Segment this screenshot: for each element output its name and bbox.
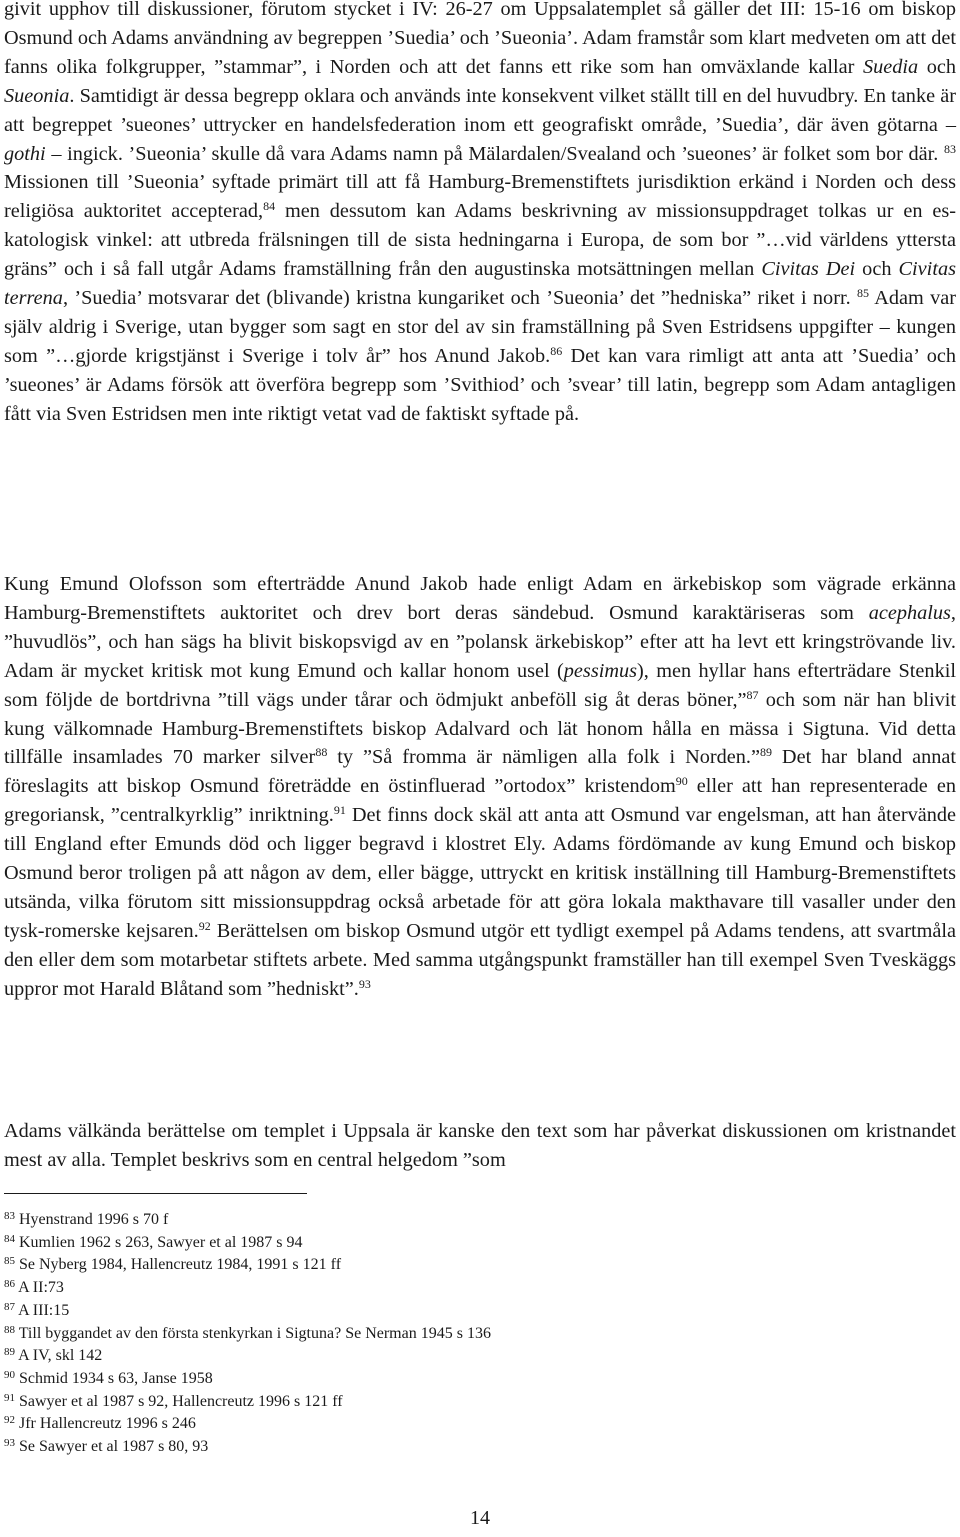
text-run: , ’Suedia’ motsvarar det (blivande) kristna kungariket och ’Sueonia’ det ”hedniska” riket i norr. xyxy=(62,287,857,310)
footnote-84 xyxy=(4,1232,956,1255)
text-run: . Samtidigt är dessa begrepp oklara och används inte konsekvent vilket ställt till en del huvudbry. En tanke är att begreppet ’sueones’ uttrycker en handelsfederation inom ett geografiskt område, ’Suedia’, där även götarna – xyxy=(4,84,956,136)
text-run: – ingick. ’Sueonia’ skulle då vara Adams namn på Mälardalen/Svealand och ’sueones’ är folket som bor där. xyxy=(45,142,944,165)
text-run: , ”huvudlös”, och han sägs ha blivit biskopsvigd av en ”polansk ärkebiskop” efter att ha levt ett kringströvande liv. Adam är mycket kritisk mot kung Emund och kallar honom usel ( xyxy=(4,601,956,682)
footnote-reference: 83 xyxy=(944,141,956,156)
footnote-90 xyxy=(4,1368,956,1391)
footnote-separator xyxy=(4,1193,307,1194)
footnote-text: Schmid 1934 s 63, Janse 1958 xyxy=(19,1369,213,1387)
italic-text: Civitas Dei xyxy=(761,258,856,281)
footnote-93 xyxy=(4,1436,956,1459)
footnote-92 xyxy=(4,1413,956,1436)
footnote-86 xyxy=(4,1277,956,1300)
footnote-89 xyxy=(4,1345,956,1368)
text-run: eller att han representerade en gregoriansk, ”centralkyrklig” inriktning. xyxy=(4,775,956,827)
footnote-reference: 86 xyxy=(550,343,563,358)
text-run: Det har bland annat föreslagits att biskop Osmund företrädde en östinfluerad ”ortodox” kristendom xyxy=(4,746,956,798)
italic-text: gothi xyxy=(4,142,46,165)
text-run: Adams välkända berättelse om templet i Uppsala är kanske den text som har påverkat diskussionen om kristnandet mest av alla. Templet beskrivs som en central helgedom ”som xyxy=(4,1120,956,1171)
text-run: Berättelsen om biskop Osmund utgör ett tydligt exempel på Adams tendens, att svartmåla den eller dem som motarbetar stiftets arbete. Med samma utgångspunkt framställer han till exempel Sven Tveskäggs uppror mot Harald Blåtand som ”hedniskt”. xyxy=(4,919,956,1000)
footnote-number: 90 xyxy=(4,1368,15,1381)
footnote-85 xyxy=(4,1254,956,1277)
footnotes xyxy=(4,1209,956,1459)
footnote-number: 87 xyxy=(4,1300,15,1313)
footnote-text: A II:73 xyxy=(18,1279,64,1297)
footnote-88 xyxy=(4,1323,956,1346)
text-run: Det kan vara rimligt att anta att ’Suedia’ och ’sueones’ är Adams försök att överföra begrepp som ’Svithiod’ och ’svear’ till latin, begrepp som Adam antagligen fått via Sven Estridsen men inte riktigt vetat vad de faktiskt syftade på. xyxy=(4,344,956,425)
text-run: givit upphov till diskussioner, förutom stycket i IV: 26-27 om Uppsalatemplet så gäller det III: 15-16 om biskop Osmund och Adams användning av begreppen ’Suedia’ och ’Sueonia’. Adam framstår som klart medveten om att det fanns olika folkgrupper, ”stammar”, i Norden och att det fanns ett rike som han omväxlande kallar xyxy=(4,0,956,78)
text-run: Det finns dock skäl att anta att Osmund var engelsman, att han återvände till England efter Emunds död och ligger begravd i klostret Ely. Adams fördömande av kung Emund och biskop Osmund beror troligen på att någon av dem, eller bägge, uttryckt en kritisk inställning till Hamburg-Bremenstiftets utsända, vilka förutom sitt missionsuppdrag också arbetade för att göra lokala makthavare till vasaller under den tysk-romerske kejsaren. xyxy=(4,804,956,942)
footnote-number: 89 xyxy=(4,1346,15,1359)
page-number: 14 xyxy=(470,1507,490,1529)
body-paragraph-2 xyxy=(4,570,956,1004)
footnote-text: Sawyer et al 1987 s 92, Hallencreutz 1996 s 121 ff xyxy=(19,1392,343,1410)
footnote-text: Hyenstrand 1996 s 70 f xyxy=(19,1211,169,1228)
text-run: och xyxy=(855,258,899,281)
footnote-reference: 89 xyxy=(759,745,772,760)
footnote-number: 85 xyxy=(4,1255,15,1268)
footnote-number: 88 xyxy=(4,1323,15,1336)
text-run: men dessutom kan Adams beskrivning av missionsuppdraget tolkas ur en eskatologisk vinkel: att utbreda frälsningen till de sista hedningarna i Europa, de som bor ”…vid världens yttersta gräns” och i så fall utgår Adams framställning från den augustinska motsättningen mellan xyxy=(4,200,956,281)
footnote-number: 91 xyxy=(4,1391,15,1404)
footnote-reference: 84 xyxy=(263,199,276,214)
footnote-reference: 87 xyxy=(746,687,759,702)
text-run: ty ”Så fromma är nämligen alla folk i Norden.” xyxy=(327,746,760,769)
footnote-number: 86 xyxy=(4,1278,15,1291)
footnote-text: Kumlien 1962 s 263, Sawyer et al 1987 s 94 xyxy=(19,1233,303,1251)
text-run: Kung Emund Olofsson som efterträdde Anund Jakob hade enligt Adam en ärkebiskop som vägrade erkänna Hamburg-Bremenstiftets auktoritet och drev bort deras sändebud. Osmund karaktäriseras som xyxy=(4,573,956,624)
footnote-reference: 93 xyxy=(358,976,371,991)
footnote-reference: 90 xyxy=(675,774,688,789)
text-run: Adam var själv aldrig i Sverige, utan bygger som sagt en stor del av sin framställning på Sven Estridsens uppgifter – kungen som ”…gjorde krigstjänst i Sverige i tolv år” hos Anund Jakob. xyxy=(4,287,956,367)
footnote-text: A III:15 xyxy=(18,1301,70,1319)
italic-text: pessimus xyxy=(563,659,638,682)
italic-text: acephalus xyxy=(868,601,951,624)
text-run: ), men hyllar hans efterträdare Stenkil som följde de bortdrivna ”till vägs under tårar och ödmjukt anbeföll sig åt deras böner,” xyxy=(4,659,956,711)
footnote-87 xyxy=(4,1300,956,1323)
footnote-text: Jfr Hallencreutz 1996 s 246 xyxy=(19,1415,196,1433)
body-paragraph-3 xyxy=(4,1117,956,1175)
footnote-reference: 88 xyxy=(315,745,328,760)
footnote-number: 83 xyxy=(4,1210,15,1222)
text-run: och xyxy=(918,55,956,78)
text-run: Missionen till ’Sueonia’ syftade primärt till att få Hamburg-Bremenstiftets jurisdiktion erkänd i Norden och dess religiösa auktoritet accepterad, xyxy=(4,171,956,223)
footnote-reference: 85 xyxy=(857,286,869,301)
footnote-reference: 91 xyxy=(333,803,346,818)
footnote-number: 93 xyxy=(4,1437,15,1450)
italic-text: Sueonia xyxy=(4,84,70,107)
footnote-text: Till byggandet av den första stenkyrkan i Sigtuna? Se Nerman 1945 s 136 xyxy=(18,1324,491,1342)
body-paragraph-1 xyxy=(4,0,956,429)
text-run: och som när han blivit kung välkomnade Hamburg-Bremenstiftets biskop Adalvard och lät honom hålla en mässa i Sigtuna. Vid detta tillfälle insamlades 70 marker silver xyxy=(4,688,956,769)
italic-text: Suedia xyxy=(862,55,919,78)
footnote-text: Se Sawyer et al 1987 s 80, 93 xyxy=(19,1438,209,1456)
footnote-83 xyxy=(4,1209,956,1232)
footnote-91 xyxy=(4,1391,956,1414)
italic-text: Civitas terrena xyxy=(4,258,956,310)
footnote-reference: 92 xyxy=(198,918,211,933)
footnote-number: 92 xyxy=(4,1414,15,1427)
footnote-text: A IV, skl 142 xyxy=(18,1347,103,1365)
footnote-number: 84 xyxy=(4,1232,15,1245)
footnote-text: Se Nyberg 1984, Hallencreutz 1984, 1991 s 121 ff xyxy=(19,1256,342,1274)
